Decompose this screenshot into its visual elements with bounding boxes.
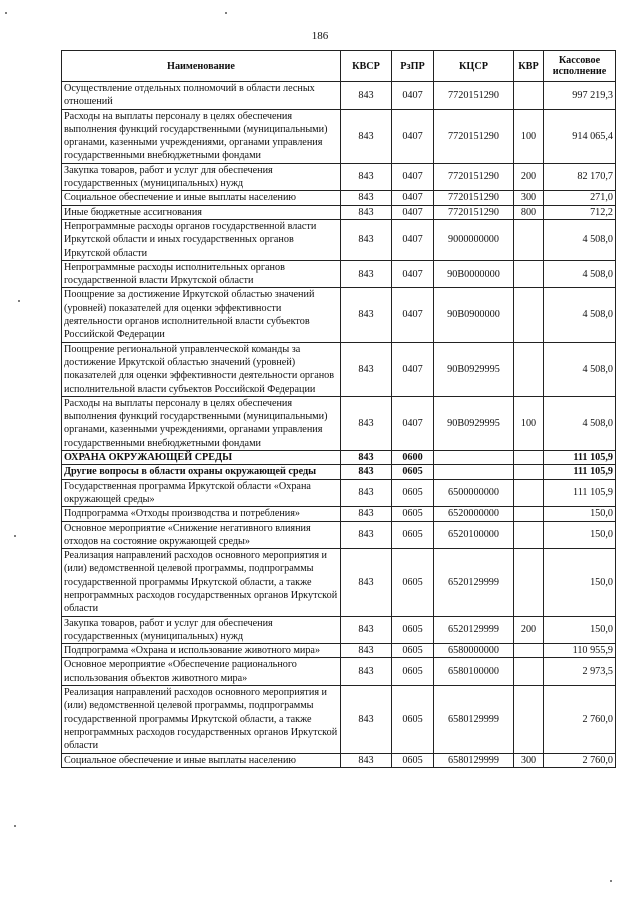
row-kcsr: 6580129999 — [434, 686, 514, 753]
row-amount: 4 508,0 — [544, 342, 616, 396]
row-kvsr: 843 — [341, 109, 392, 163]
row-amount: 150,0 — [544, 507, 616, 521]
row-kvsr: 843 — [341, 191, 392, 205]
row-kvr: 300 — [514, 191, 544, 205]
row-name: Иные бюджетные ассигнования — [62, 205, 341, 219]
row-kvr — [514, 465, 544, 479]
row-name: Основное мероприятие «Снижение негативного влияния отходов на состояние окружающей среды» — [62, 521, 341, 549]
row-kcsr: 6520000000 — [434, 507, 514, 521]
row-kvsr: 843 — [341, 205, 392, 219]
row-name: Реализация направлений расходов основного мероприятия и (или) ведомственной целевой программы, подпрограммы государственной программы Иркутской области, а также непрограммных расходов государственных органов Иркутской области — [62, 549, 341, 616]
row-kcsr: 7720151290 — [434, 82, 514, 110]
row-kcsr: 7720151290 — [434, 205, 514, 219]
row-kvsr: 843 — [341, 521, 392, 549]
row-rzpr: 0605 — [392, 616, 434, 644]
row-name: Подпрограмма «Охрана и использование животного мира» — [62, 644, 341, 658]
table-row-section — [62, 451, 616, 465]
row-kvr — [514, 342, 544, 396]
table-header — [62, 51, 616, 82]
row-rzpr: 0407 — [392, 342, 434, 396]
row-kvsr: 843 — [341, 260, 392, 288]
table-row — [62, 753, 616, 767]
table-row — [62, 521, 616, 549]
table-row — [62, 686, 616, 753]
row-rzpr: 0407 — [392, 288, 434, 342]
row-name: Поощрение региональной управленческой команды за достижение Иркутской областью значений (уровней) показателей для оценки эффективности деятельности органов исполнительной власти субъектов Российской Федерации — [62, 342, 341, 396]
row-amount: 150,0 — [544, 549, 616, 616]
table-body — [62, 82, 616, 768]
row-name: Поощрение за достижение Иркутской областью значений (уровней) показателей для оценки эффективности деятельности органов исполнительной власти субъектов Российской Федерации — [62, 288, 341, 342]
table-row — [62, 616, 616, 644]
row-kvr — [514, 479, 544, 507]
row-kvsr: 843 — [341, 549, 392, 616]
row-name: Закупка товаров, работ и услуг для обеспечения государственных (муниципальных) нужд — [62, 163, 341, 191]
table-row — [62, 288, 616, 342]
table-row-subsection — [62, 465, 616, 479]
row-kcsr — [434, 465, 514, 479]
row-rzpr: 0605 — [392, 753, 434, 767]
row-kcsr: 6500000000 — [434, 479, 514, 507]
row-amount: 4 508,0 — [544, 396, 616, 450]
scan-speck — [14, 535, 16, 537]
row-amount: 82 170,7 — [544, 163, 616, 191]
row-kcsr: 90B0000000 — [434, 260, 514, 288]
row-rzpr: 0605 — [392, 658, 434, 686]
row-kvr — [514, 521, 544, 549]
header-amount: Кассовое исполнение — [544, 51, 616, 82]
row-name: Подпрограмма «Отходы производства и потребления» — [62, 507, 341, 521]
row-amount: 4 508,0 — [544, 260, 616, 288]
row-kvr — [514, 288, 544, 342]
budget-table — [61, 50, 616, 768]
row-amount: 2 760,0 — [544, 686, 616, 753]
row-kvr — [514, 686, 544, 753]
row-amount: 150,0 — [544, 616, 616, 644]
table-row — [62, 396, 616, 450]
row-kcsr: 6580129999 — [434, 753, 514, 767]
row-kvsr: 843 — [341, 658, 392, 686]
row-rzpr: 0407 — [392, 219, 434, 260]
table-row — [62, 342, 616, 396]
row-kvr: 100 — [514, 109, 544, 163]
scan-speck — [225, 12, 227, 14]
row-name: Расходы на выплаты персоналу в целях обеспечения выполнения функций государственными (муниципальными) органами, казенными учреждениями, органами управления государственными внебюджетными фондами — [62, 109, 341, 163]
row-kvsr: 843 — [341, 686, 392, 753]
table-row — [62, 658, 616, 686]
row-kvsr: 843 — [341, 644, 392, 658]
row-kcsr: 90B0929995 — [434, 342, 514, 396]
row-kvsr: 843 — [341, 288, 392, 342]
row-kcsr — [434, 451, 514, 465]
row-kvr — [514, 260, 544, 288]
table-row — [62, 191, 616, 205]
row-rzpr: 0605 — [392, 507, 434, 521]
row-rzpr: 0407 — [392, 205, 434, 219]
table-row — [62, 644, 616, 658]
scan-speck — [610, 880, 612, 882]
row-rzpr: 0407 — [392, 396, 434, 450]
row-rzpr: 0605 — [392, 549, 434, 616]
table-row — [62, 163, 616, 191]
scan-speck — [18, 300, 20, 302]
row-amount: 2 760,0 — [544, 753, 616, 767]
row-kcsr: 7720151290 — [434, 163, 514, 191]
row-kvr — [514, 219, 544, 260]
row-rzpr: 0605 — [392, 644, 434, 658]
row-rzpr: 0407 — [392, 82, 434, 110]
row-kvr: 800 — [514, 205, 544, 219]
row-name: Непрограммные расходы исполнительных органов государственной власти Иркутской области — [62, 260, 341, 288]
row-rzpr: 0605 — [392, 686, 434, 753]
row-kvr: 100 — [514, 396, 544, 450]
row-kvr: 300 — [514, 753, 544, 767]
row-name: Расходы на выплаты персоналу в целях обеспечения выполнения функций государственными (муниципальными) органами, казенными учреждениями, органами управления государственными внебюджетными фондами — [62, 396, 341, 450]
row-amount: 997 219,3 — [544, 82, 616, 110]
table-row — [62, 109, 616, 163]
row-amount: 111 105,9 — [544, 465, 616, 479]
row-amount: 111 105,9 — [544, 479, 616, 507]
row-kvsr: 843 — [341, 753, 392, 767]
header-kvr: КВР — [514, 51, 544, 82]
row-kvsr: 843 — [341, 479, 392, 507]
row-name: Другие вопросы в области охраны окружающей среды — [62, 465, 341, 479]
row-kcsr: 90B0929995 — [434, 396, 514, 450]
table-row — [62, 549, 616, 616]
row-name: Государственная программа Иркутской области «Охрана окружающей среды» — [62, 479, 341, 507]
row-kvsr: 843 — [341, 396, 392, 450]
row-kvr: 200 — [514, 163, 544, 191]
row-kcsr: 7720151290 — [434, 191, 514, 205]
row-name: Реализация направлений расходов основного мероприятия и (или) ведомственной целевой программы, подпрограммы государственной программы Иркутской области, а также непрограммных расходов государственных органов Иркутской области — [62, 686, 341, 753]
row-rzpr: 0600 — [392, 451, 434, 465]
row-kcsr: 9000000000 — [434, 219, 514, 260]
row-amount: 150,0 — [544, 521, 616, 549]
scan-speck — [5, 12, 7, 14]
row-amount: 2 973,5 — [544, 658, 616, 686]
row-name: Социальное обеспечение и иные выплаты населению — [62, 191, 341, 205]
page-number: 186 — [311, 30, 329, 42]
table-row — [62, 507, 616, 521]
row-name: Осуществление отдельных полномочий в области лесных отношений — [62, 82, 341, 110]
table-row — [62, 260, 616, 288]
table-row — [62, 82, 616, 110]
row-rzpr: 0407 — [392, 163, 434, 191]
row-kvr — [514, 82, 544, 110]
row-kvr — [514, 507, 544, 521]
header-kcsr: КЦСР — [434, 51, 514, 82]
row-kcsr: 6580100000 — [434, 658, 514, 686]
row-amount: 712,2 — [544, 205, 616, 219]
row-amount: 271,0 — [544, 191, 616, 205]
row-kvsr: 843 — [341, 451, 392, 465]
row-kvr — [514, 644, 544, 658]
row-kvsr: 843 — [341, 507, 392, 521]
row-amount: 4 508,0 — [544, 219, 616, 260]
row-kvr — [514, 451, 544, 465]
row-name: ОХРАНА ОКРУЖАЮЩЕЙ СРЕДЫ — [62, 451, 341, 465]
row-name: Закупка товаров, работ и услуг для обеспечения государственных (муниципальных) нужд — [62, 616, 341, 644]
row-kcsr: 7720151290 — [434, 109, 514, 163]
row-name: Основное мероприятие «Обеспечение рационального использования объектов животного мира» — [62, 658, 341, 686]
header-rzpr: РзПР — [392, 51, 434, 82]
row-kvr — [514, 658, 544, 686]
header-kvsr: КВСР — [341, 51, 392, 82]
row-kcsr: 90B0900000 — [434, 288, 514, 342]
row-rzpr: 0407 — [392, 260, 434, 288]
row-kvsr: 843 — [341, 616, 392, 644]
row-kvsr: 843 — [341, 82, 392, 110]
table-row — [62, 479, 616, 507]
header-name: Наименование — [62, 51, 341, 82]
row-kvr — [514, 549, 544, 616]
row-amount: 914 065,4 — [544, 109, 616, 163]
table-row — [62, 205, 616, 219]
row-kvsr: 843 — [341, 465, 392, 479]
row-amount: 110 955,9 — [544, 644, 616, 658]
table-row — [62, 219, 616, 260]
row-kcsr: 6580000000 — [434, 644, 514, 658]
row-rzpr: 0605 — [392, 465, 434, 479]
row-rzpr: 0407 — [392, 191, 434, 205]
row-amount: 111 105,9 — [544, 451, 616, 465]
row-rzpr: 0605 — [392, 521, 434, 549]
row-kvsr: 843 — [341, 219, 392, 260]
row-rzpr: 0407 — [392, 109, 434, 163]
row-amount: 4 508,0 — [544, 288, 616, 342]
row-kcsr: 6520100000 — [434, 521, 514, 549]
row-name: Социальное обеспечение и иные выплаты населению — [62, 753, 341, 767]
row-kvsr: 843 — [341, 342, 392, 396]
scan-speck — [14, 825, 16, 827]
row-kvsr: 843 — [341, 163, 392, 191]
row-name: Непрограммные расходы органов государственной власти Иркутской области и иных государственных органов Иркутской области — [62, 219, 341, 260]
row-rzpr: 0605 — [392, 479, 434, 507]
row-kcsr: 6520129999 — [434, 616, 514, 644]
row-kvr: 200 — [514, 616, 544, 644]
row-kcsr: 6520129999 — [434, 549, 514, 616]
